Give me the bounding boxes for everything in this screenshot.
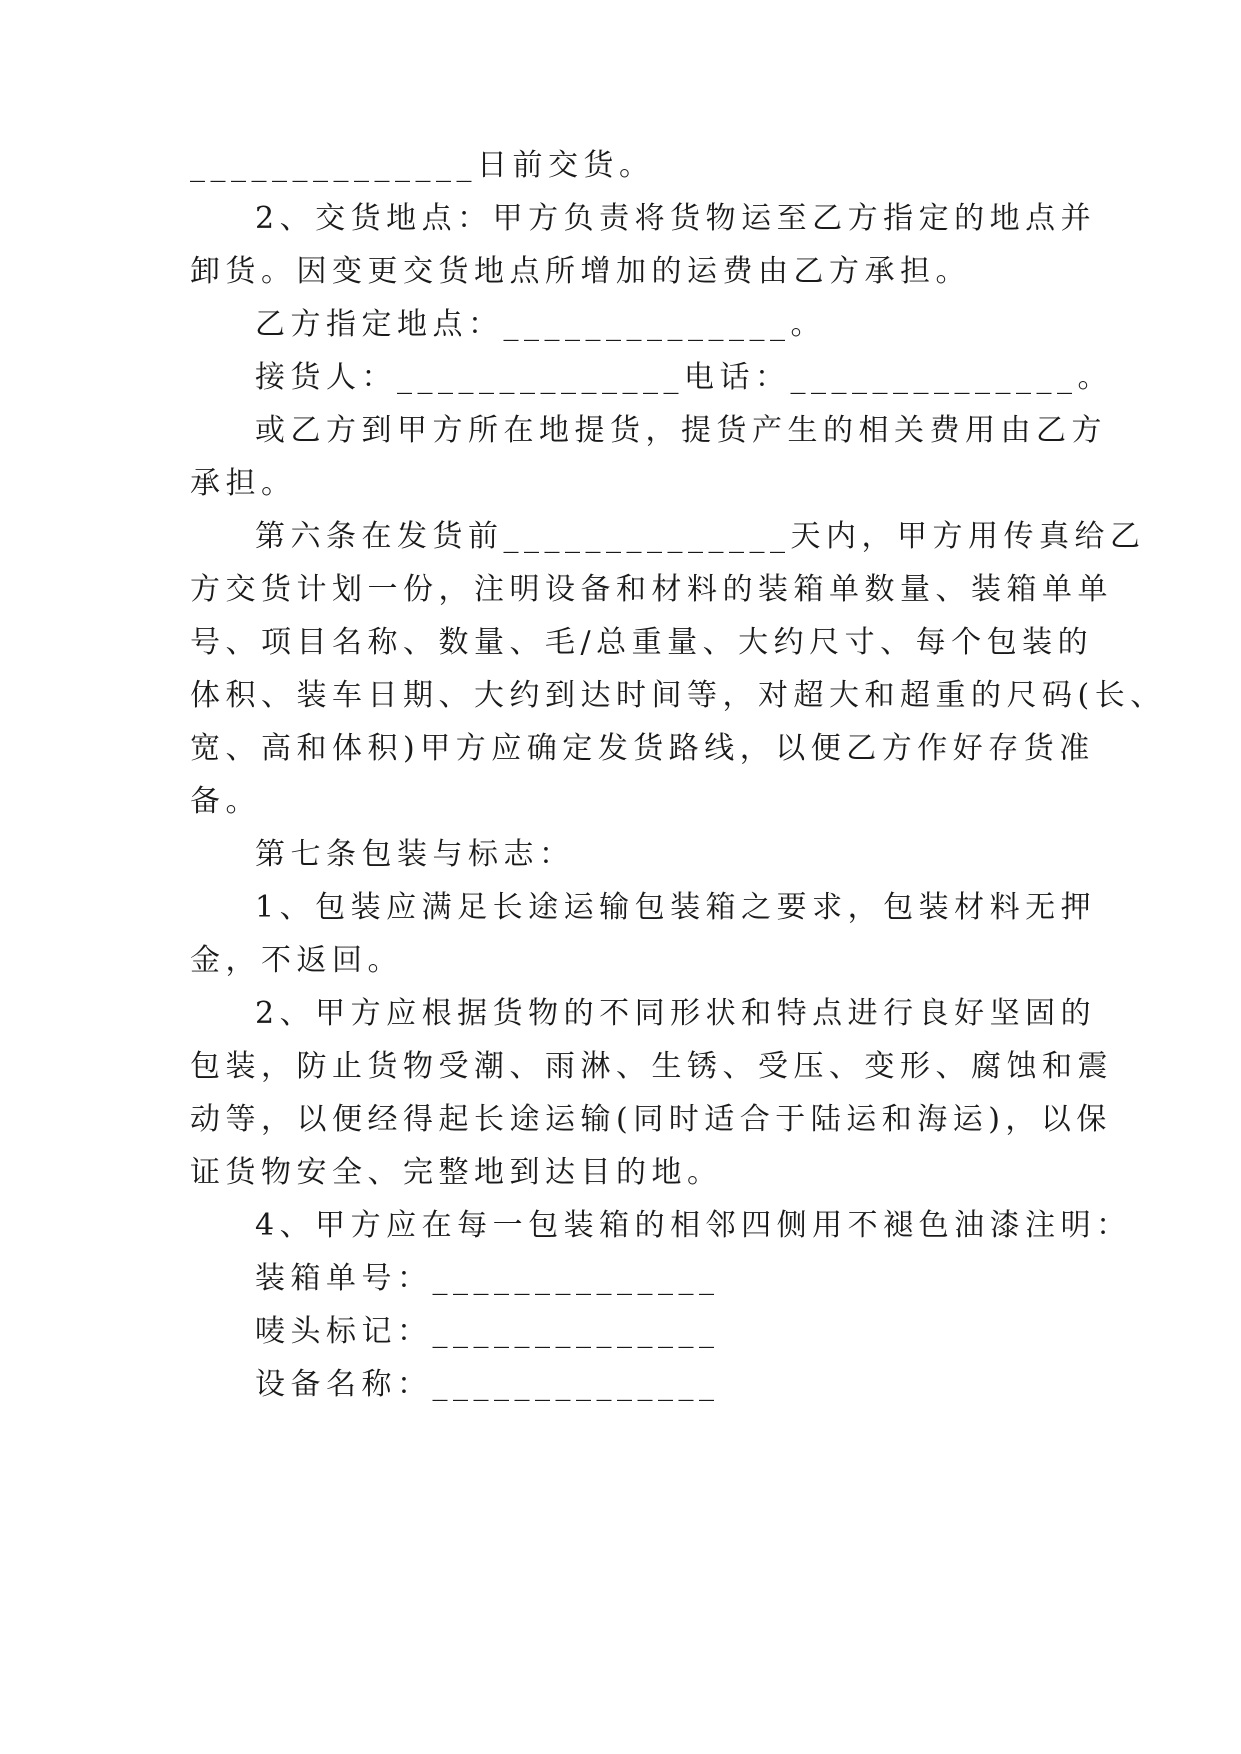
text-line: 宽、高和体积)甲方应确定发货路线，以便乙方作好存货准 [190,731,1095,766]
text-line: 方交货计划一份，注明设备和材料的装箱单数量、装箱单单 [190,572,1113,607]
text-line: 包装，防止货物受潮、雨淋、生锈、受压、变形、腐蚀和震 [190,1049,1113,1084]
text-line: 第六条在发货前______________天内，甲方用传真给乙 [255,519,1146,554]
text-line: ______________日前交货。 [190,148,655,183]
text-line: 金，不返回。 [190,943,403,978]
text-line: 装箱单号：______________ [255,1261,720,1296]
text-line: 唛头标记：______________ [255,1314,720,1349]
text-line: 动等，以便经得起长途运输(同时适合于陆运和海运)，以保 [190,1102,1112,1137]
text-line: 2、甲方应根据货物的不同形状和特点进行良好坚固的 [255,996,1097,1031]
text-line: 卸货。因变更交货地点所增加的运费由乙方承担。 [190,254,971,289]
text-line: 第七条包装与标志： [255,837,575,872]
text-line: 备。 [190,784,261,819]
text-line: 接货人：______________电话：______________。 [255,360,1113,395]
text-line: 体积、装车日期、大约到达时间等，对超大和超重的尺码(长、 [190,678,1166,713]
text-line: 4、甲方应在每一包装箱的相邻四侧用不褪色油漆注明： [255,1208,1132,1243]
text-line: 承担。 [190,466,297,501]
text-line: 证货物安全、完整地到达目的地。 [190,1155,723,1190]
text-line: 乙方指定地点：______________。 [255,307,826,342]
text-line: 设备名称：______________ [255,1367,720,1402]
text-line: 或乙方到甲方所在地提货，提货产生的相关费用由乙方 [255,413,1107,448]
text-line: 1、包装应满足长途运输包装箱之要求，包装材料无押 [255,890,1097,925]
text-line: 号、项目名称、数量、毛/总重量、大约尺寸、每个包装的 [190,625,1094,660]
text-line: 2、交货地点：甲方负责将货物运至乙方指定的地点并 [255,201,1097,236]
